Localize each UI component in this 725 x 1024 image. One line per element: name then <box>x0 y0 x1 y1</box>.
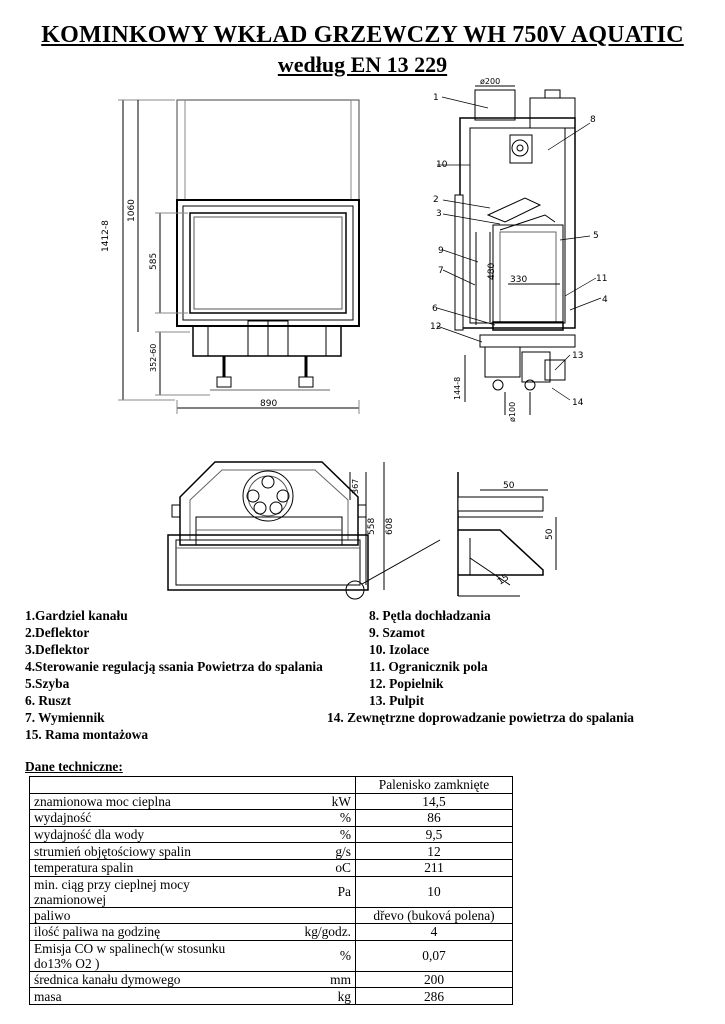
legend-item-12: 12. Popielnik <box>369 676 444 691</box>
svg-text:7: 7 <box>438 266 444 276</box>
table-row: Emisja CO w spalinech(w stosunku do13% O2 ) % 0,07 <box>30 940 513 971</box>
legend-item-10: 10. Izolace <box>369 642 430 657</box>
document-subtitle: według EN 13 229 <box>277 52 448 77</box>
dim-leg-height: 352-60 <box>149 343 158 372</box>
svg-text:1: 1 <box>433 93 439 103</box>
legend-item-14: 14. Zewnętrzne doprowadzanie powietrza do spalania <box>327 710 634 725</box>
legend-left <box>25 607 323 726</box>
dim-depth-558: 558 <box>367 517 377 535</box>
legend-item-2: 2.Deflektor <box>25 625 90 640</box>
svg-text:8: 8 <box>590 115 596 125</box>
svg-text:3: 3 <box>436 209 442 219</box>
dim-height-total: 1412-8 <box>101 220 111 252</box>
dim-detail-side: 50 <box>545 528 555 540</box>
table-row: paliwo dřevo (buková polena) <box>30 907 513 924</box>
table-row: średnica kanału dymowego mm 200 <box>30 971 513 988</box>
svg-text:11: 11 <box>596 274 608 284</box>
legend-item-15: 15. Rama montażowa <box>25 727 149 742</box>
dim-base-height: 144-8 <box>453 376 462 400</box>
legend-item-11: 11. Ogranicznik pola <box>369 659 488 674</box>
legend-item-1: 1.Gardziel kanału <box>25 608 128 623</box>
table-row: strumień objętościowy spalin g/s 12 <box>30 843 513 860</box>
top-view <box>168 462 440 599</box>
table-row: znamionowa moc cieplna kW 14,5 <box>30 793 513 810</box>
legend-item-7: 7. Wymiennik <box>25 710 105 725</box>
svg-text:4: 4 <box>602 295 608 305</box>
dim-width: 890 <box>260 399 278 409</box>
dim-depth-608: 608 <box>385 517 395 535</box>
legend-item-3: 3.Deflektor <box>25 642 90 657</box>
table-row: wydajność dla wody % 9,5 <box>30 826 513 843</box>
legend-item-4: 4.Sterowanie regulacją ssania Powietrza do spalania <box>25 659 323 674</box>
table-row: masa kg 286 <box>30 988 513 1005</box>
svg-text:2: 2 <box>433 195 439 205</box>
dim-flue: ø200 <box>480 77 501 86</box>
detail-view <box>458 472 556 596</box>
column-header: Palenisko zamknięte <box>356 777 513 794</box>
table-row: min. ciąg przy cieplnej mocy znamionowej Pa 10 <box>30 876 513 907</box>
specs-table <box>29 776 513 1005</box>
dim-depth-inner: 330 <box>510 275 528 285</box>
dim-detail-15: 15 <box>495 572 512 588</box>
svg-text:12: 12 <box>430 322 442 332</box>
dim-height-body: 1060 <box>127 199 137 222</box>
svg-text:13: 13 <box>572 351 584 361</box>
legend-item-6: 6. Ruszt <box>25 693 72 708</box>
svg-text:14: 14 <box>572 398 584 408</box>
legend-item-5: 5.Szyba <box>25 676 70 691</box>
legend-item-9: 9. Szamot <box>369 625 425 640</box>
legend-item-8: 8. Pętla dochładzania <box>369 608 491 623</box>
legend-right <box>369 607 491 709</box>
dim-top-depth: 367 <box>351 478 360 494</box>
legend-item-13: 13. Pulpit <box>369 693 425 708</box>
svg-text:10: 10 <box>436 160 448 170</box>
dim-air-diameter: ø100 <box>508 401 517 422</box>
front-view <box>101 100 359 414</box>
dim-glass-height: 585 <box>149 252 159 270</box>
document-title: KOMINKOWY WKŁAD GRZEWCZY WH 750V AQUATIC <box>41 22 684 48</box>
table-row: temperatura spalin oC 211 <box>30 859 513 876</box>
specs-heading: Dane techniczne: <box>25 759 123 774</box>
dim-detail-top: 50 <box>503 481 515 491</box>
table-row: ilość paliwa na godzinę kg/godz. 4 <box>30 924 513 941</box>
table-header-row <box>30 777 513 794</box>
svg-text:9: 9 <box>438 246 444 256</box>
svg-text:6: 6 <box>432 304 438 314</box>
table-row: wydajność % 86 <box>30 810 513 827</box>
dim-firebox-height: 480 <box>487 262 497 280</box>
side-section-view <box>437 77 601 422</box>
svg-text:5: 5 <box>593 231 599 241</box>
